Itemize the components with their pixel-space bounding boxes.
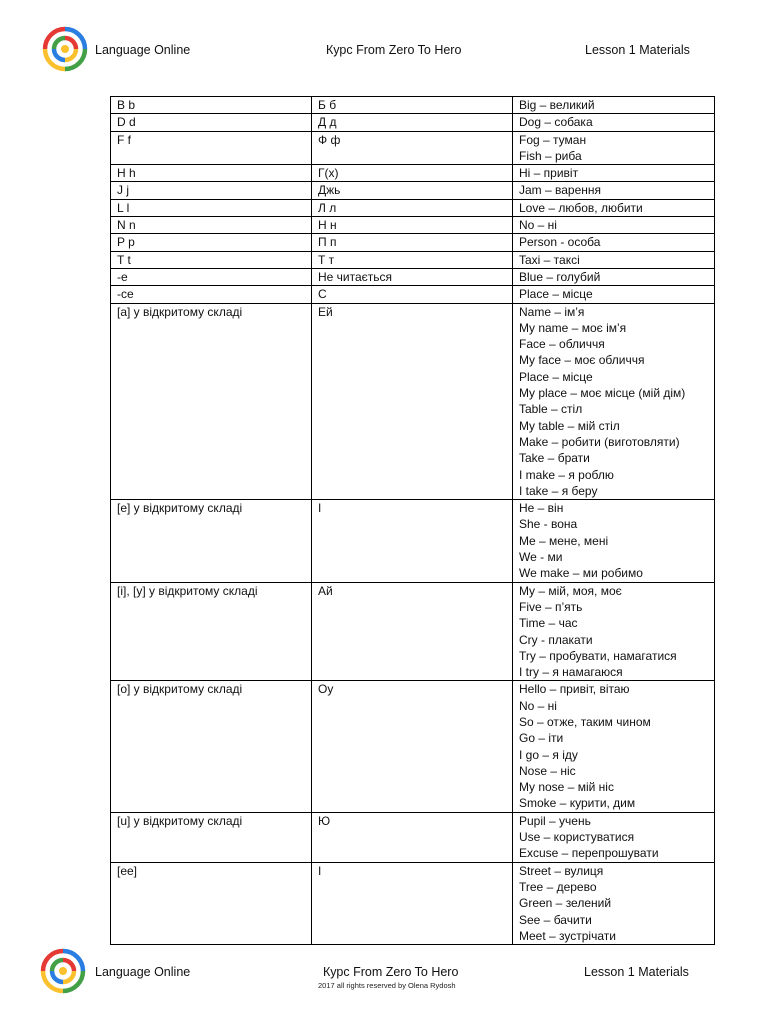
pronunciation-cell: І: [312, 500, 513, 582]
example-word: My name – моє ім’я: [519, 320, 627, 335]
example-word: No – ні: [519, 218, 557, 233]
letter-cell: L l: [111, 199, 312, 216]
example-word: Jam – варення: [519, 183, 602, 198]
language-online-logo-icon: [42, 26, 88, 72]
pronunciation-cell: Оу: [312, 681, 513, 812]
example-word: My – мій, моя, моє: [519, 583, 622, 598]
example-word: Go – іти: [519, 731, 564, 746]
letter-cell: N n: [111, 217, 312, 234]
letter-cell: -e: [111, 268, 312, 285]
table-row: [111, 862, 715, 944]
pronunciation-cell: І: [312, 862, 513, 944]
example-word: Face – обличчя: [519, 337, 605, 352]
lesson-title: Lesson 1 Materials: [585, 43, 690, 57]
copyright-notice: 2017 all rights reserved by Olena Rydosh: [318, 981, 456, 990]
letter-cell: J j: [111, 182, 312, 199]
examples-cell: [513, 199, 715, 216]
letter-cell: -ce: [111, 286, 312, 303]
table-row: [111, 303, 715, 500]
examples-cell: [513, 182, 715, 199]
example-word: Five – п’ять: [519, 599, 583, 614]
language-online-logo-icon: [40, 948, 86, 994]
example-word: Nose – ніс: [519, 763, 576, 778]
example-word: Big – великий: [519, 98, 595, 112]
alphabet-table: [110, 96, 715, 945]
letter-cell: [i], [y] у відкритому складі: [111, 582, 312, 681]
example-word: Cry - плакати: [519, 632, 593, 647]
table-row: [111, 582, 715, 681]
letter-cell: [u] у відкритому складі: [111, 812, 312, 862]
examples-cell: [513, 500, 715, 582]
table-row: [111, 286, 715, 303]
example-word: Green – зелений: [519, 896, 612, 911]
table-row: [111, 217, 715, 234]
example-word: My table – мій стіл: [519, 418, 620, 433]
example-word: Street – вулиця: [519, 863, 604, 878]
brand-name: Language Online: [95, 43, 191, 57]
letter-cell: T t: [111, 251, 312, 268]
example-word: I try – я намагаюся: [519, 665, 623, 680]
example-word: Love – любов, любити: [519, 200, 643, 215]
pronunciation-cell: Ай: [312, 582, 513, 681]
pronunciation-cell: Д д: [312, 114, 513, 131]
letter-cell: [a] у відкритому складі: [111, 303, 312, 500]
table-row: [111, 165, 715, 182]
example-word: She - вона: [519, 517, 578, 532]
example-word: My face – моє обличчя: [519, 353, 645, 368]
alphabet-table-body: [111, 97, 715, 945]
example-word: We make – ми робимо: [519, 566, 643, 581]
footer-lesson-title: Lesson 1 Materials: [584, 965, 689, 979]
example-word: Fog – туман: [519, 132, 587, 147]
example-word: My nose – мій ніс: [519, 780, 614, 795]
letter-cell: P p: [111, 234, 312, 251]
examples-cell: [513, 251, 715, 268]
example-word: Name – ім’я: [519, 304, 585, 319]
table-row: [111, 812, 715, 862]
pronunciation-cell: П п: [312, 234, 513, 251]
course-title: Курс From Zero To Hero: [326, 43, 462, 57]
example-word: Time – час: [519, 616, 578, 631]
examples-cell: [513, 812, 715, 862]
example-word: Place – місце: [519, 287, 593, 302]
example-word: Blue – голубий: [519, 269, 601, 284]
table-row: [111, 114, 715, 131]
example-word: No – ні: [519, 698, 557, 713]
example-word: He – він: [519, 501, 564, 516]
table-row: [111, 131, 715, 165]
pronunciation-cell: Джь: [312, 182, 513, 199]
table-row: [111, 500, 715, 582]
pronunciation-cell: Б б: [312, 97, 513, 114]
examples-cell: [513, 165, 715, 182]
letter-cell: H h: [111, 165, 312, 182]
example-word: Table – стіл: [519, 402, 583, 417]
table-row: [111, 681, 715, 812]
table-row: [111, 234, 715, 251]
examples-cell: [513, 582, 715, 681]
example-word: Me – мене, мені: [519, 533, 609, 548]
pronunciation-cell: Ей: [312, 303, 513, 500]
example-word: Fish – риба: [519, 148, 582, 163]
table-row: [111, 251, 715, 268]
pronunciation-cell: Ф ф: [312, 131, 513, 165]
table-row: [111, 199, 715, 216]
example-word: I make – я роблю: [519, 467, 614, 482]
example-word: Smoke – курити, дим: [519, 796, 636, 811]
example-word: Place – місце: [519, 369, 593, 384]
letter-cell: D d: [111, 114, 312, 131]
table-row: [111, 182, 715, 199]
example-word: Person - особа: [519, 235, 601, 250]
example-word: Take – брати: [519, 451, 590, 466]
example-word: Taxi – таксі: [519, 252, 580, 267]
examples-cell: [513, 114, 715, 131]
example-word: Hello – привіт, вітаю: [519, 682, 630, 697]
example-word: Meet – зустрічати: [519, 928, 616, 943]
example-word: See – бачити: [519, 912, 592, 927]
examples-cell: [513, 286, 715, 303]
letter-cell: B b: [111, 97, 312, 114]
page-footer: [0, 948, 768, 998]
example-word: We - ми: [519, 550, 563, 565]
pronunciation-cell: Ю: [312, 812, 513, 862]
example-word: So – отже, таким чином: [519, 714, 651, 729]
letter-cell: [e] у відкритому складі: [111, 500, 312, 582]
footer-course-title: Курс From Zero To Hero: [323, 965, 459, 979]
table-row: [111, 268, 715, 285]
example-word: My place – моє місце (мій дім): [519, 386, 686, 401]
examples-cell: [513, 131, 715, 165]
examples-cell: [513, 303, 715, 500]
pronunciation-cell: Т т: [312, 251, 513, 268]
example-word: Excuse – перепрошувати: [519, 846, 659, 861]
pronunciation-cell: Н н: [312, 217, 513, 234]
letter-cell: [o] у відкритому складі: [111, 681, 312, 812]
example-word: Pupil – учень: [519, 813, 591, 828]
examples-cell: [513, 681, 715, 812]
pronunciation-cell: Л л: [312, 199, 513, 216]
examples-cell: [513, 97, 715, 114]
examples-cell: [513, 234, 715, 251]
letter-cell: [ee]: [111, 862, 312, 944]
pronunciation-cell: Не читається: [312, 268, 513, 285]
letter-cell: F f: [111, 131, 312, 165]
example-word: Dog – собака: [519, 115, 593, 130]
examples-cell: [513, 862, 715, 944]
example-word: Use – користуватися: [519, 830, 635, 845]
example-word: I take – я беру: [519, 483, 598, 498]
table-row: [111, 97, 715, 114]
page-header: [0, 26, 768, 76]
pronunciation-cell: Г(х): [312, 165, 513, 182]
footer-brand-name: Language Online: [95, 965, 191, 979]
example-word: Hi – привіт: [519, 166, 579, 181]
examples-cell: [513, 268, 715, 285]
example-word: Try – пробувати, намагатися: [519, 648, 677, 663]
examples-cell: [513, 217, 715, 234]
example-word: Make – робити (виготовляти): [519, 434, 680, 449]
pronunciation-cell: С: [312, 286, 513, 303]
example-word: I go – я іду: [519, 747, 578, 762]
example-word: Tree – дерево: [519, 879, 597, 894]
